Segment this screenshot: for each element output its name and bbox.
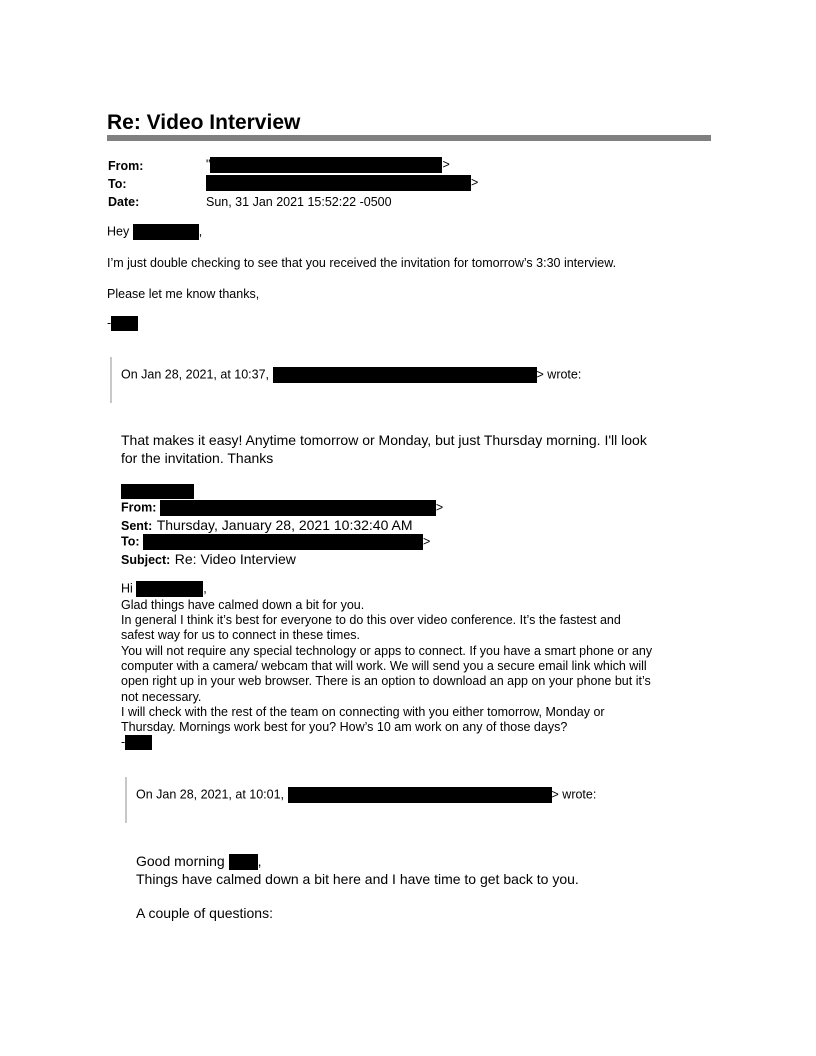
greeting-suffix: , bbox=[198, 224, 203, 239]
redaction-block bbox=[229, 854, 258, 870]
quote1-from-line bbox=[121, 500, 443, 516]
quote1-intro-suffix: > wrote: bbox=[536, 367, 582, 382]
quote-bar bbox=[125, 777, 127, 823]
signature-prefix: - bbox=[107, 316, 112, 330]
quote1-to-suffix: > bbox=[423, 534, 431, 549]
from-prefix: " bbox=[206, 157, 211, 172]
quote1-sent-label: Sent: bbox=[121, 519, 153, 533]
from-suffix: > bbox=[442, 157, 450, 172]
redaction-block bbox=[288, 787, 552, 803]
quote1-hi-line bbox=[121, 581, 207, 597]
redaction-block bbox=[160, 500, 436, 516]
redaction-block bbox=[133, 224, 199, 240]
quote2-line-2: A couple of questions: bbox=[136, 905, 273, 921]
quote1-from-label: From: bbox=[121, 500, 157, 515]
quote2-intro-prefix: On Jan 28, 2021, at 10:01, bbox=[136, 787, 285, 802]
quote-bar bbox=[110, 357, 112, 403]
quote1-intro-prefix: On Jan 28, 2021, at 10:37, bbox=[121, 367, 270, 382]
quote1-signature-line bbox=[121, 735, 152, 750]
quote1-hi-suffix: , bbox=[203, 581, 207, 596]
redaction-block bbox=[143, 534, 423, 550]
quote2-greeting-suffix: , bbox=[257, 853, 262, 869]
body-line-1: I’m just double checking to see that you received the invitation for tomorrow’s 3:30 interview. bbox=[107, 256, 617, 270]
redaction-block bbox=[111, 316, 138, 331]
to-value bbox=[206, 175, 478, 191]
quote2-greeting-text: Good morning bbox=[136, 853, 225, 869]
quote1-hi-text: Hi bbox=[121, 581, 133, 596]
sender-name-redacted bbox=[121, 483, 194, 501]
quote1-para-3-line-3: open right up in your web browser. There is an option to download an app on your phone but it’s bbox=[121, 674, 651, 688]
body-line-2: Please let me know thanks, bbox=[107, 287, 260, 301]
from-value bbox=[206, 157, 450, 173]
redaction-block bbox=[136, 581, 203, 597]
greeting-line bbox=[107, 224, 202, 240]
quote1-para-3-line-4: not necessary. bbox=[121, 690, 202, 704]
signature-line bbox=[107, 316, 138, 331]
quote1-sent-line bbox=[121, 517, 413, 535]
quote1-para-4-line-2: Thursday. Mornings work best for you? How’s 10 am work on any of those days? bbox=[121, 720, 568, 734]
quote2-line-1: Things have calmed down a bit here and I have time to get back to you. bbox=[136, 871, 579, 887]
quote1-intro bbox=[121, 367, 581, 383]
email-subject-title: Re: Video Interview bbox=[107, 111, 301, 134]
title-divider bbox=[107, 135, 711, 141]
quote2-intro bbox=[136, 787, 596, 803]
quote1-from-suffix: > bbox=[435, 500, 444, 515]
quote1-to-label: To: bbox=[121, 534, 140, 549]
date-label: Date: bbox=[108, 195, 140, 209]
redaction-block bbox=[121, 484, 194, 499]
quote2-greeting-line bbox=[136, 853, 262, 870]
quote1-signature-prefix: - bbox=[121, 735, 126, 749]
redaction-block bbox=[206, 175, 471, 191]
from-label: From: bbox=[108, 159, 144, 173]
quote1-subject-value: Re: Video Interview bbox=[174, 551, 296, 567]
quote1-para-2-line-2: safest way for us to connect in these times. bbox=[121, 628, 361, 642]
date-value: Sun, 31 Jan 2021 15:52:22 -0500 bbox=[206, 195, 392, 209]
redaction-block bbox=[210, 157, 442, 173]
quote2-intro-suffix: > wrote: bbox=[551, 787, 597, 802]
quote1-subject-label: Subject: bbox=[121, 553, 171, 567]
quote1-to-line bbox=[121, 534, 430, 550]
quote1-message-line-1: That makes it easy! Anytime tomorrow or Monday, but just Thursday morning. I'll look bbox=[121, 432, 647, 448]
to-label: To: bbox=[108, 177, 127, 191]
quote1-para-2-line-1: In general I think it’s best for everyone to do this over video conference. It’s the fastest and bbox=[121, 613, 621, 627]
quote1-para-3-line-1: You will not require any special technology or apps to connect. If you have a smart phone or any bbox=[121, 644, 653, 658]
quote1-subject-line bbox=[121, 551, 296, 569]
to-suffix: > bbox=[471, 175, 479, 190]
quote1-para-4-line-1: I will check with the rest of the team on connecting with you either tomorrow, Monday or bbox=[121, 705, 605, 719]
quote1-para-3-line-2: computer with a camera/ webcam that will work. We will send you a secure email link which will bbox=[121, 659, 647, 673]
quote1-para-1: Glad things have calmed down a bit for you. bbox=[121, 598, 365, 612]
quote1-message-line-2: for the invitation. Thanks bbox=[121, 450, 274, 466]
redaction-block bbox=[125, 735, 152, 750]
redaction-block bbox=[273, 367, 537, 383]
quote1-sent-value: Thursday, January 28, 2021 10:32:40 AM bbox=[156, 517, 413, 533]
greeting-text: Hey bbox=[107, 224, 130, 239]
